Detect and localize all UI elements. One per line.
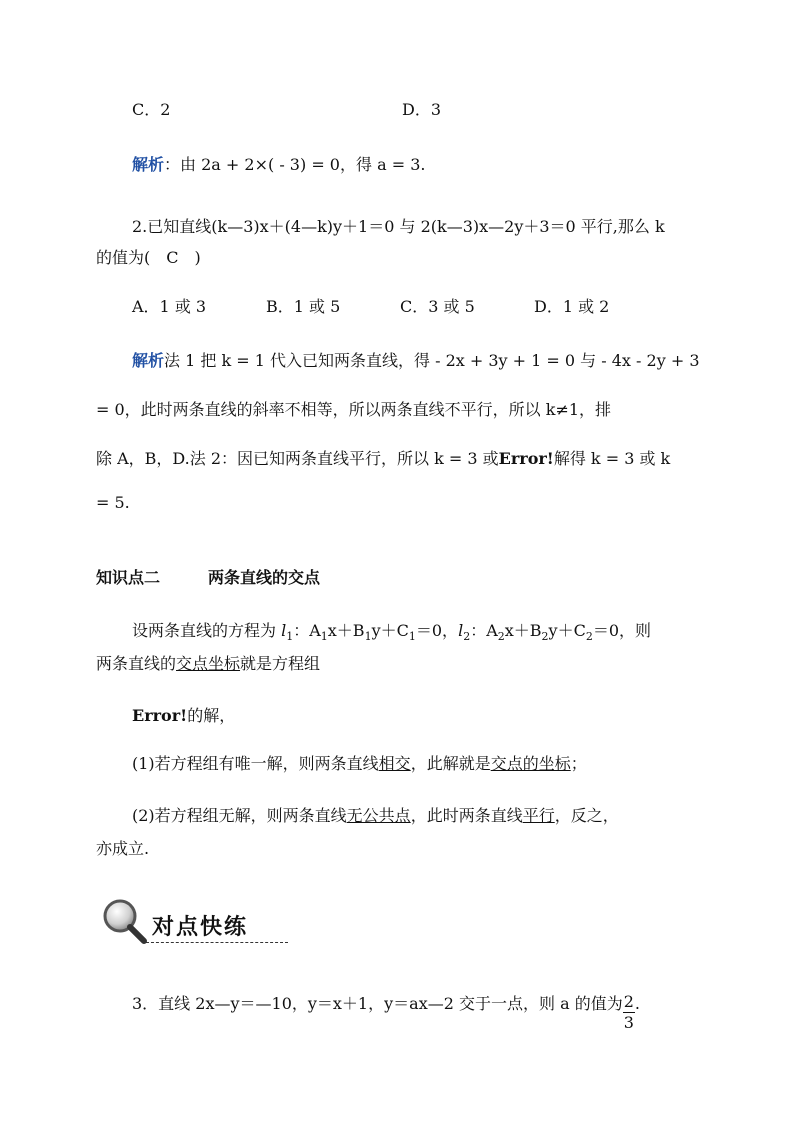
text: x＋B [504,621,542,640]
text: ：A [293,621,321,640]
underlined-term: 无公共点 [346,806,411,825]
text: ：A [470,621,498,640]
text: (1)若方程组有唯一解，则两条直线 [132,754,379,773]
option-c: C．2 [132,100,171,119]
q3-tail: . [634,994,640,1013]
text: ，此时两条直线 [410,806,523,825]
text: ，此解就是 [410,754,491,773]
text: ＝0，则 [592,621,652,640]
q2-option-b: B．1 或 5 [266,297,341,316]
analysis-2-line3 [96,446,670,469]
subscript: 1 [320,630,328,644]
q2-line2: 的值为( C ) [96,248,201,267]
analysis-1 [132,152,425,175]
section-title: 两条直线的交点 [208,568,321,587]
analysis-2-line4: = 5. [96,493,130,512]
text: l [458,621,464,640]
q2-line1: 2.已知直线(k—3)x＋(4—k)y＋1＝0 与 2(k—3)x—2y＋3＝0 平行,那么 k [132,217,665,236]
text: ； [570,754,587,773]
analysis-2-line2: = 0，此时两条直线的斜率不相等，所以两条直线不平行，所以 k≠1，排 [96,400,612,419]
text: x＋B [327,621,365,640]
subscript: 2 [497,630,505,644]
item-2-cont: 亦成立. [96,839,150,858]
banner-underline [146,942,288,943]
text: l [281,621,287,640]
option-d: D．3 [402,100,442,119]
analysis-2-line1 [132,348,700,371]
analysis-text: ：由 2a + 2×( - 3) = 0，得 a = 3. [164,155,426,174]
analysis-2-text3a: 除 A，B，D.法 2：因已知两条直线平行，所以 k = 3 或 [96,449,499,468]
subscript: 1 [408,630,416,644]
section-label: 知识点二 [96,568,161,587]
text: y＋C [548,621,586,640]
text: y＋C [371,621,409,640]
text: 两条直线的 [96,654,177,673]
answer-fraction [623,992,635,1033]
error-marker: Error! [498,449,554,468]
q3-text: 3．直线 2x—y＝—10，y＝x＋1，y＝ax—2 交于一点，则 a 的值为 [132,994,623,1013]
magnifier-icon [96,896,156,946]
item-1 [132,751,587,774]
analysis-label: 解析 [132,155,165,174]
fraction-numerator: 2 [623,992,634,1011]
para-line1 [132,618,651,643]
subscript: 2 [541,630,549,644]
q2-option-a: A．1 或 3 [132,297,207,316]
subscript: 1 [286,630,294,644]
subscript: 1 [364,630,372,644]
text: ＝0， [415,621,459,640]
analysis-2-text1: 法 1 把 k = 1 代入已知两条直线，得 - 2x + 3y + 1 = 0 与 - 4x - 2y + 3 [164,351,700,370]
text: ，反之， [554,806,619,825]
banner-title: 对点快练 [152,915,249,940]
item-2 [132,803,619,826]
text: 就是方程组 [240,654,321,673]
fraction-denominator: 3 [623,1013,634,1032]
underlined-term: 相交 [378,754,411,773]
text: 设两条直线的方程为 [132,621,282,640]
underlined-term: 交点坐标 [176,654,241,673]
para-line3 [132,703,235,726]
q3-line [132,984,640,1032]
subscript: 2 [463,630,471,644]
underlined-term: 平行 [522,806,555,825]
analysis-label: 解析 [132,351,165,370]
q2-option-d: D．1 或 2 [534,297,610,316]
para-line2 [96,651,320,674]
practice-banner [96,896,288,946]
analysis-2-text3b: 解得 k = 3 或 k [553,449,671,468]
text: (2)若方程组无解，则两条直线 [132,806,347,825]
text: 的解， [187,706,236,725]
q2-option-c: C．3 或 5 [400,297,475,316]
subscript: 2 [585,630,593,644]
underlined-term: 交点的坐标 [490,754,571,773]
error-marker: Error! [132,706,188,725]
